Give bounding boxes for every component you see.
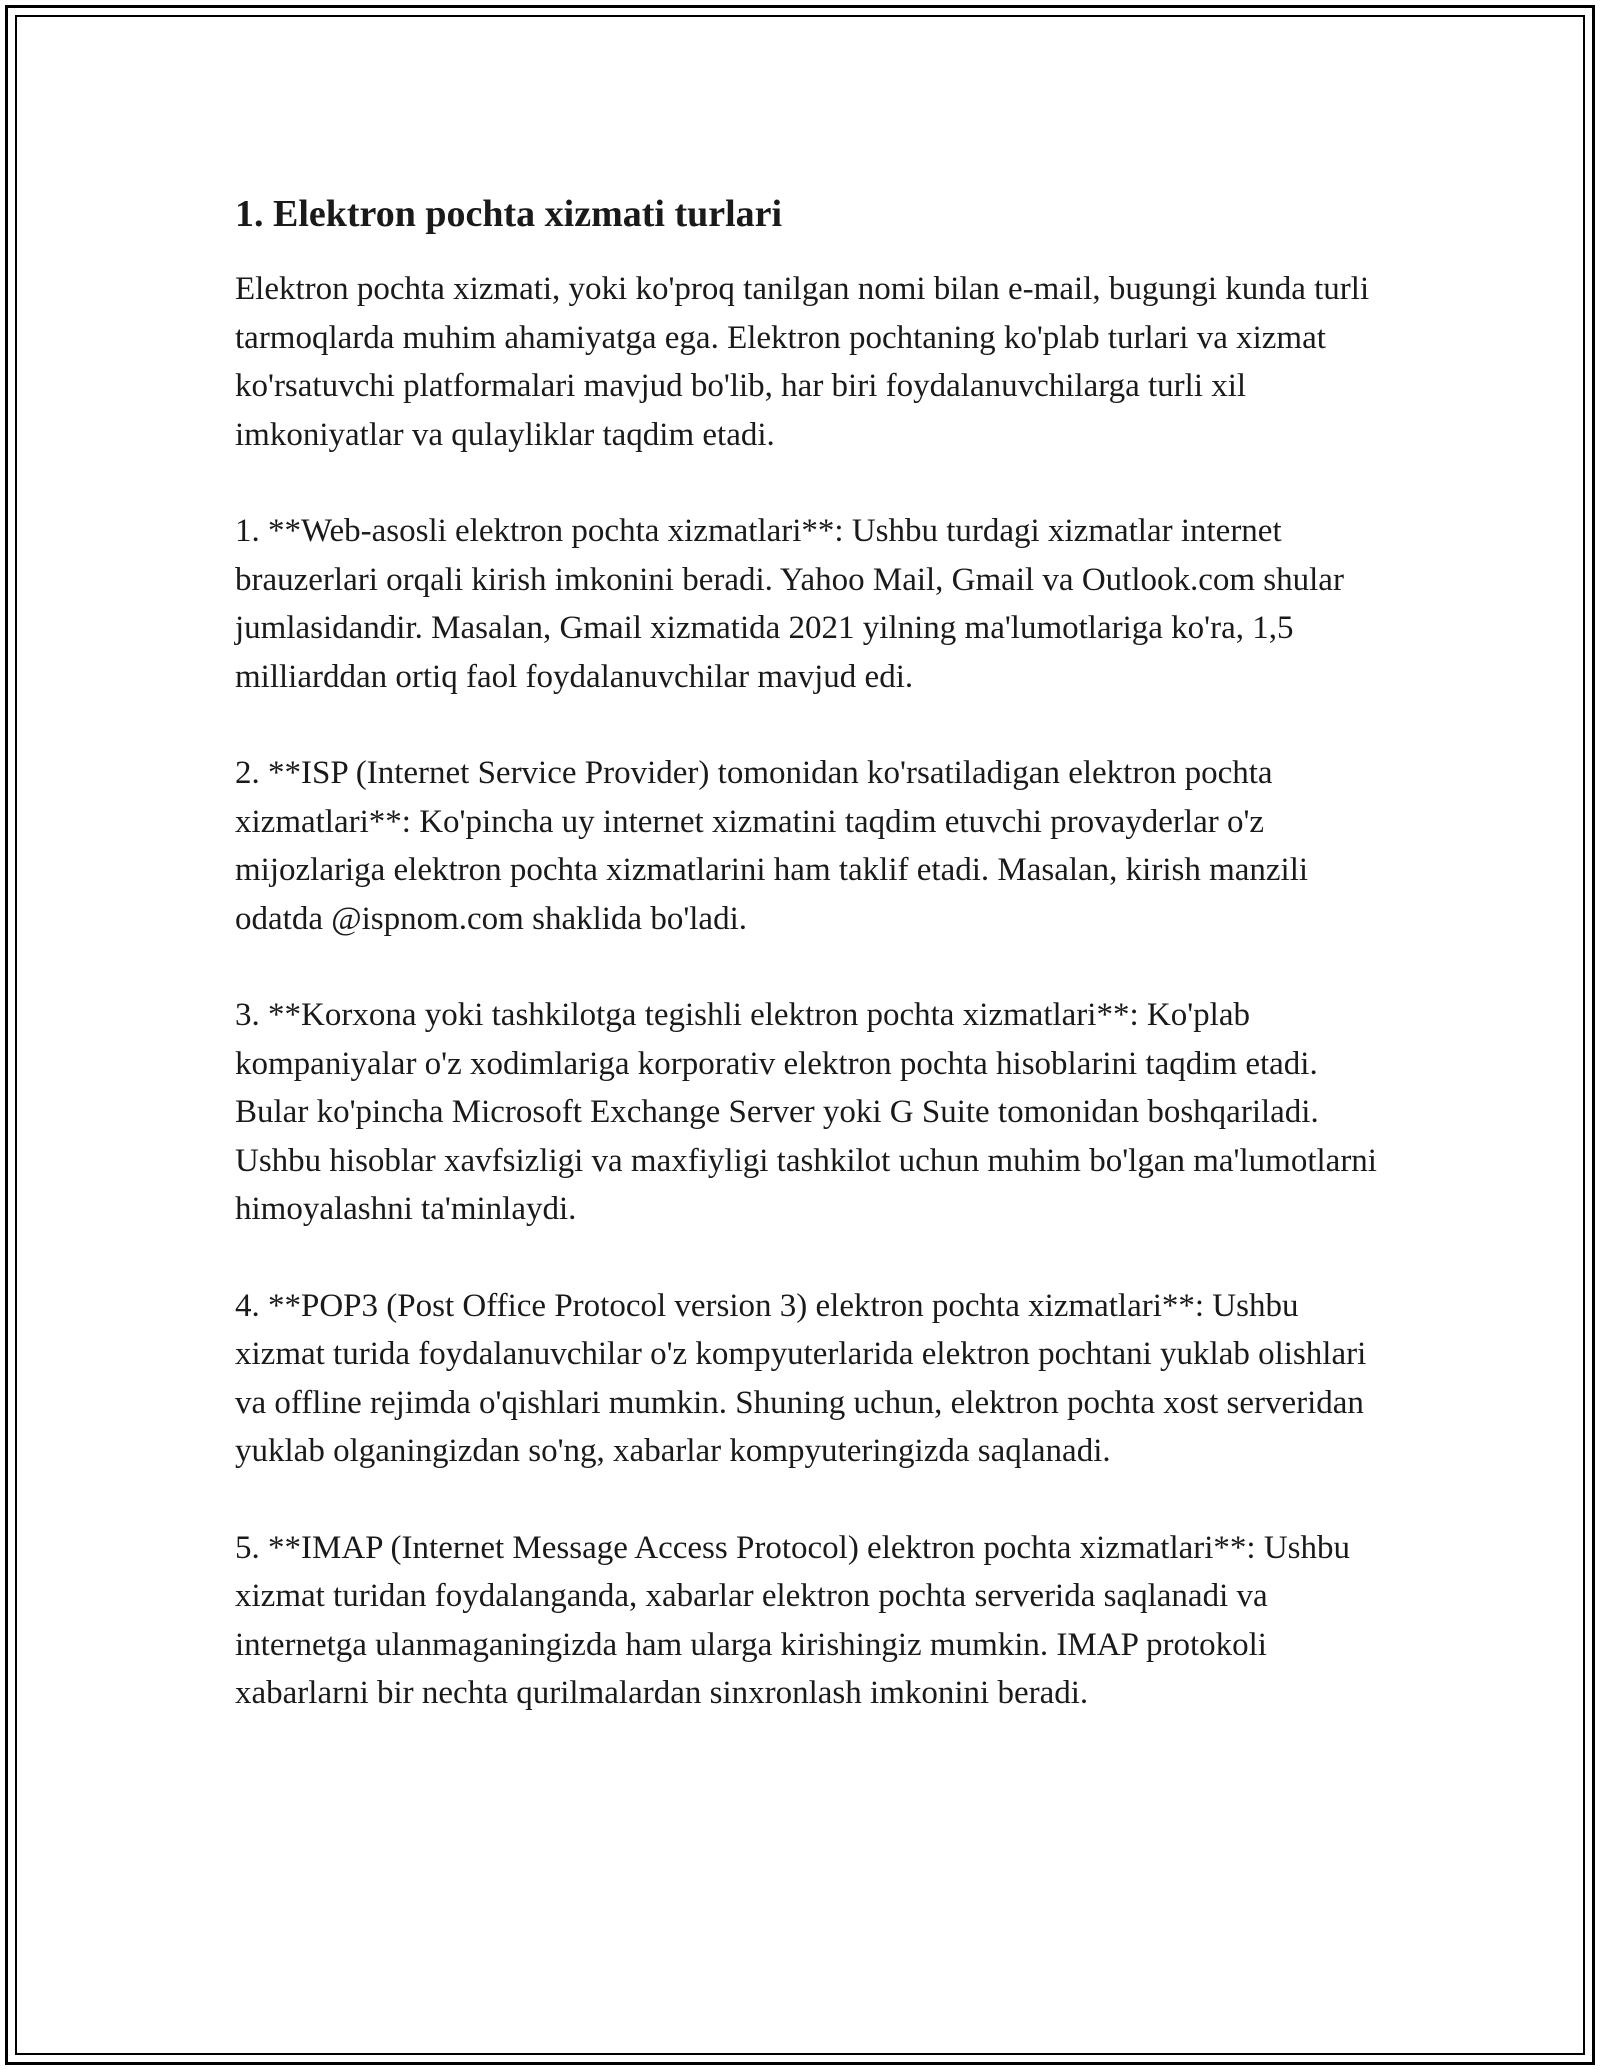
list-item-isp: 2. **ISP (Internet Service Provider) tomonidan ko'rsatiladigan elektron pochta xizmatlari**: Ko'pincha uy internet xizmatini taqdim etuvchi provayderlar o'z mijozlariga elektron pochta xizmatlarini ham taklif etadi. Masalan, kirish manzili odatda @ispnom.com shaklida bo'ladi. (235, 755, 1309, 937)
list-item-corporate: 3. **Korxona yoki tashkilotga tegishli elektron pochta xizmatlari**: Ko'plab kompaniyalar o'z xodimlariga korporativ elektron pochta hisoblarini taqdim etadi. Bular ko'pincha Microsoft Exchange Server yoki G Suite tomonidan boshqariladi. Ushbu hisoblar xavfsizligi va maxfiyligi tashkilot uchun muhim bo'lgan ma'lumotlarni himoyalashni ta'minlaydi. (235, 997, 1377, 1227)
list-item-imap: 5. **IMAP (Internet Message Access Protocol) elektron pochta xizmatlari**: Ushbu xizmat turidan foydalanganda, xabarlar elektron pochta serverida saqlanadi va internetga ulanmaganingizda ham ularga kirishingiz mumkin. IMAP protokoli xabarlarni bir nechta qurilmalardan sinxronlash imkonini beradi. (235, 1529, 1351, 1711)
document-body (235, 185, 1385, 1766)
list-item-pop3: 4. **POP3 (Post Office Protocol version 3) elektron pochta xizmatlari**: Ushbu xizmat turida foydalanuvchilar o'z kompyuterlarida elektron pochtani yuklab olishlari va offline rejimda o'qishlari mumkin. Shuning uchun, elektron pochta xost serveridan yuklab olganingizdan so'ng, xabarlar kompyuteringizda saqlanadi. (235, 1287, 1367, 1469)
list-item-web-based: 1. **Web-asosli elektron pochta xizmatlari**: Ushbu turdagi xizmatlar internet brauzerlari orqali kirish imkonini beradi. Yahoo Mail, Gmail va Outlook.com shular jumlasidandir. Masalan, Gmail xizmatida 2021 yilning ma'lumotlariga ko'ra, 1,5 milliarddan ortiq faol foydalanuvchilar mavjud edi. (235, 513, 1344, 695)
intro-paragraph: Elektron pochta xizmati, yoki ko'proq tanilgan nomi bilan e-mail, bugungi kunda turli tarmoqlarda muhim ahamiyatga ega. Elektron pochtaning ko'plab turlari va xizmat ko'rsatuvchi platformalari mavjud bo'lib, har biri foydalanuvchilarga turli xil imkoniyatlar va qulayliklar taqdim etadi. (235, 271, 1370, 453)
section-heading: 1. Elektron pochta xizmati turlari (235, 193, 783, 235)
